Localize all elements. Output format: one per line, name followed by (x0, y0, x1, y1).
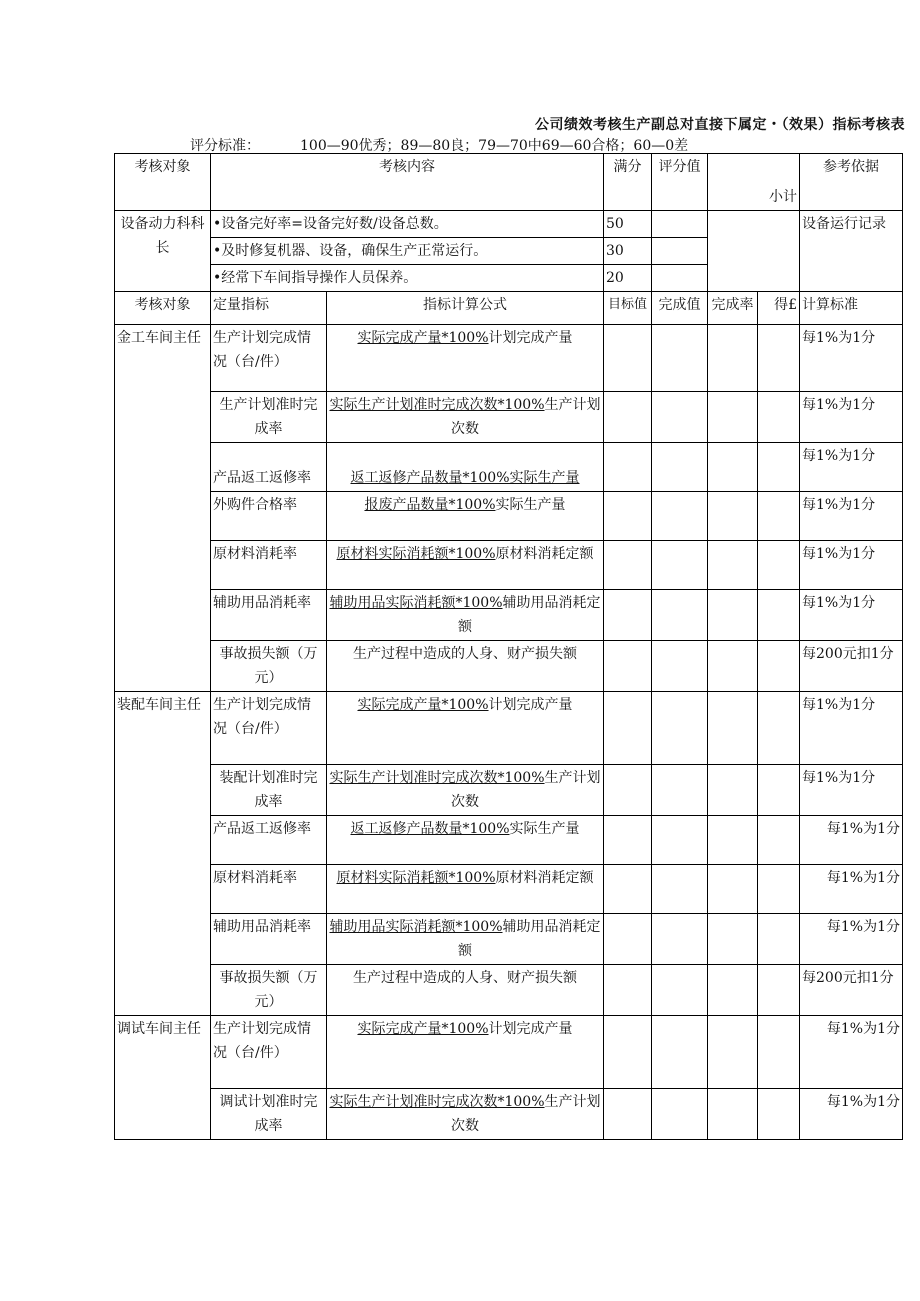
target-cell[interactable] (604, 541, 652, 590)
indicator-name: 产品返工返修率 (211, 816, 327, 865)
target-cell[interactable] (604, 590, 652, 641)
formula-underlined: 辅助用品实际消耗额*100% (329, 595, 503, 611)
equipment-score-cell[interactable] (652, 211, 708, 238)
score-cell[interactable] (758, 692, 800, 765)
rate-cell[interactable] (708, 392, 758, 443)
formula-rest: 实际生产量 (495, 497, 566, 513)
actual-cell[interactable] (652, 325, 708, 392)
actual-cell[interactable] (652, 641, 708, 692)
header-score: 评分值 (652, 154, 708, 211)
header-basis: 参考依据 (800, 154, 903, 211)
indicator-name: 产品返工返修率 (211, 443, 327, 492)
equipment-score-cell[interactable] (652, 265, 708, 292)
calc-criteria: 每1%为1分 (800, 443, 903, 492)
formula-rest: 原材料消耗定额 (495, 546, 594, 562)
rate-cell[interactable] (708, 590, 758, 641)
equipment-full-score: 20 (604, 265, 652, 292)
equipment-content: •经常下车间指导操作人员保养。 (211, 265, 604, 292)
calc-criteria: 每1%为1分 (800, 765, 903, 816)
calc-criteria: 每1%为1分 (800, 590, 903, 641)
header2-target: 目标值 (604, 292, 652, 325)
header-object: 考核对象 (115, 154, 211, 211)
actual-cell[interactable] (652, 392, 708, 443)
header-content: 考核内容 (211, 154, 604, 211)
equipment-full-score: 50 (604, 211, 652, 238)
target-cell[interactable] (604, 1016, 652, 1089)
indicator-row (115, 865, 903, 914)
indicator-row (115, 1089, 903, 1140)
indicator-row (115, 641, 903, 692)
indicator-row (115, 541, 903, 590)
score-cell[interactable] (758, 443, 800, 492)
calc-criteria: 每1%为1分 (800, 816, 903, 865)
formula-underlined: 实际生产计划准时完成次数*100% (329, 397, 545, 413)
target-cell[interactable] (604, 641, 652, 692)
rate-cell[interactable] (708, 816, 758, 865)
actual-cell[interactable] (652, 816, 708, 865)
formula-underlined: 报废产品数量*100% (364, 497, 496, 513)
indicator-formula (327, 492, 604, 541)
formula-rest: 实际生产量 (509, 821, 580, 837)
assessment-table (114, 153, 903, 1140)
indicator-row (115, 492, 903, 541)
calc-criteria: 每1%为1分 (800, 692, 903, 765)
score-cell[interactable] (758, 392, 800, 443)
score-cell[interactable] (758, 865, 800, 914)
indicator-name: 事故损失额（万元） (211, 641, 327, 692)
header2-indicator: 定量指标 (211, 292, 327, 325)
target-cell[interactable] (604, 865, 652, 914)
score-cell[interactable] (758, 325, 800, 392)
indicator-formula (327, 692, 604, 765)
formula-underlined: 实际完成产量*100% (357, 330, 489, 346)
score-cell[interactable] (758, 641, 800, 692)
indicator-formula (327, 541, 604, 590)
score-cell[interactable] (758, 541, 800, 590)
score-cell[interactable] (758, 1016, 800, 1089)
indicator-formula (327, 641, 604, 692)
indicator-name: 外购件合格率 (211, 492, 327, 541)
formula-rest: 生产过程中造成的人身、财产损失额 (353, 646, 577, 662)
actual-cell[interactable] (652, 1016, 708, 1089)
calc-criteria: 每1%为1分 (800, 1016, 903, 1089)
header2-formula: 指标计算公式 (327, 292, 604, 325)
score-cell[interactable] (758, 965, 800, 1016)
indicator-name: 生产计划完成情况（台/件） (211, 325, 327, 392)
target-cell[interactable] (604, 492, 652, 541)
indicator-row (115, 1016, 903, 1089)
calc-criteria: 每1%为1分 (800, 914, 903, 965)
formula-underlined: 实际完成产量*100% (357, 697, 489, 713)
indicator-formula (327, 1016, 604, 1089)
target-cell[interactable] (604, 325, 652, 392)
calc-criteria: 每1%为1分 (800, 325, 903, 392)
formula-rest: 计划完成产量 (488, 1021, 573, 1037)
header2-criteria: 计算标准 (800, 292, 903, 325)
header2-actual: 完成值 (652, 292, 708, 325)
indicator-name: 原材料消耗率 (211, 865, 327, 914)
formula-rest: 辅助用品消耗定额 (458, 595, 601, 635)
indicator-name: 装配计划准时完成率 (211, 765, 327, 816)
formula-rest: 计划完成产量 (488, 330, 573, 346)
equipment-object: 设备动力科科长 (115, 211, 211, 292)
indicator-formula (327, 865, 604, 914)
indicator-row (115, 392, 903, 443)
formula-underlined: 原材料实际消耗额*100% (336, 870, 496, 886)
equipment-score-cell[interactable] (652, 238, 708, 265)
formula-rest: 生产计划次数 (451, 397, 601, 437)
scoring-standard-label: 评分标准： (190, 138, 260, 154)
score-cell[interactable] (758, 492, 800, 541)
indicator-name: 辅助用品消耗率 (211, 590, 327, 641)
indicator-row (115, 965, 903, 1016)
formula-rest: 生产计划次数 (451, 1094, 601, 1134)
target-cell[interactable] (604, 765, 652, 816)
score-cell[interactable] (758, 1089, 800, 1140)
calc-criteria: 每200元扣1分 (800, 965, 903, 1016)
indicator-row (115, 692, 903, 765)
target-cell[interactable] (604, 443, 652, 492)
group-section-1 (115, 692, 903, 1016)
rate-cell[interactable] (708, 443, 758, 492)
rate-cell[interactable] (708, 692, 758, 765)
actual-cell[interactable] (652, 590, 708, 641)
header2-object: 考核对象 (115, 292, 211, 325)
rate-cell[interactable] (708, 1016, 758, 1089)
formula-rest: 生产计划次数 (451, 770, 601, 810)
actual-cell[interactable] (652, 443, 708, 492)
indicator-name: 生产计划准时完成率 (211, 392, 327, 443)
actual-cell[interactable] (652, 492, 708, 541)
actual-cell[interactable] (652, 765, 708, 816)
scoring-standard (190, 135, 688, 155)
calc-criteria: 每200元扣1分 (800, 641, 903, 692)
formula-rest: 原材料消耗定额 (495, 870, 594, 886)
indicator-formula (327, 965, 604, 1016)
score-cell[interactable] (758, 816, 800, 865)
equipment-full-score: 30 (604, 238, 652, 265)
indicator-name: 生产计划完成情况（台/件） (211, 1016, 327, 1089)
header-subtotal: 小计 (708, 154, 800, 211)
calc-criteria: 每1%为1分 (800, 541, 903, 590)
target-cell[interactable] (604, 1089, 652, 1140)
calc-criteria: 每1%为1分 (800, 1089, 903, 1140)
formula-rest: 生产过程中造成的人身、财产损失额 (353, 970, 577, 986)
rate-cell[interactable] (708, 325, 758, 392)
indicator-formula (327, 914, 604, 965)
score-cell[interactable] (758, 765, 800, 816)
rate-cell[interactable] (708, 914, 758, 965)
indicator-name: 辅助用品消耗率 (211, 914, 327, 965)
actual-cell[interactable] (652, 1089, 708, 1140)
indicator-formula (327, 1089, 604, 1140)
equipment-content: •及时修复机器、设备，确保生产正常运行。 (211, 238, 604, 265)
group-object: 调试车间主任 (115, 1016, 211, 1140)
equipment-row (115, 211, 903, 238)
rate-cell[interactable] (708, 541, 758, 590)
target-cell[interactable] (604, 392, 652, 443)
formula-underlined: 返工返修产品数量*100%实际生产量 (350, 470, 580, 486)
header-row-quantitative (115, 292, 903, 325)
group-object: 金工车间主任 (115, 325, 211, 692)
indicator-row (115, 443, 903, 492)
indicator-name: 事故损失额（万元） (211, 965, 327, 1016)
rate-cell[interactable] (708, 865, 758, 914)
header2-rate: 完成率 (708, 292, 758, 325)
header-full-score: 满分 (604, 154, 652, 211)
target-cell[interactable] (604, 816, 652, 865)
rate-cell[interactable] (708, 965, 758, 1016)
actual-cell[interactable] (652, 965, 708, 1016)
indicator-name: 生产计划完成情况（台/件） (211, 692, 327, 765)
rate-cell[interactable] (708, 1089, 758, 1140)
score-cell[interactable] (758, 590, 800, 641)
formula-underlined: 实际生产计划准时完成次数*100% (329, 1094, 545, 1110)
indicator-row (115, 590, 903, 641)
equipment-basis: 设备运行记录 (800, 211, 903, 292)
target-cell[interactable] (604, 965, 652, 1016)
indicator-row (115, 914, 903, 965)
group-object: 装配车间主任 (115, 692, 211, 1016)
actual-cell[interactable] (652, 692, 708, 765)
rate-cell[interactable] (708, 765, 758, 816)
indicator-row (115, 816, 903, 865)
formula-underlined: 实际生产计划准时完成次数*100% (329, 770, 545, 786)
score-cell[interactable] (758, 914, 800, 965)
indicator-formula (327, 443, 604, 492)
calc-criteria: 每1%为1分 (800, 492, 903, 541)
actual-cell[interactable] (652, 541, 708, 590)
formula-underlined: 辅助用品实际消耗额*100% (329, 919, 503, 935)
target-cell[interactable] (604, 692, 652, 765)
header2-score: 得£ (758, 292, 800, 325)
group-section-2 (115, 1016, 903, 1140)
indicator-formula (327, 590, 604, 641)
target-cell[interactable] (604, 914, 652, 965)
formula-rest: 辅助用品消耗定额 (458, 919, 601, 959)
formula-underlined: 原材料实际消耗额*100% (336, 546, 496, 562)
indicator-formula (327, 325, 604, 392)
indicator-name: 原材料消耗率 (211, 541, 327, 590)
document-title: 公司绩效考核生产副总对直接下属定・（效果）指标考核表 (535, 117, 905, 133)
actual-cell[interactable] (652, 865, 708, 914)
rate-cell[interactable] (708, 492, 758, 541)
formula-underlined: 实际完成产量*100% (357, 1021, 489, 1037)
indicator-row (115, 765, 903, 816)
indicator-row (115, 325, 903, 392)
formula-rest: 计划完成产量 (488, 697, 573, 713)
calc-criteria: 每1%为1分 (800, 865, 903, 914)
calc-criteria: 每1%为1分 (800, 392, 903, 443)
indicator-formula (327, 765, 604, 816)
indicator-formula (327, 392, 604, 443)
header-row-content (115, 154, 903, 211)
group-section-0 (115, 325, 903, 692)
equipment-subtotal-cell[interactable] (708, 211, 800, 292)
indicator-formula (327, 816, 604, 865)
formula-underlined: 返工返修产品数量*100% (350, 821, 510, 837)
actual-cell[interactable] (652, 914, 708, 965)
rate-cell[interactable] (708, 641, 758, 692)
scoring-standard-text: 100—90优秀；89—80良；79—70中69—60合格；60—0差 (300, 138, 689, 154)
equipment-content: •设备完好率=设备完好数/设备总数。 (211, 211, 604, 238)
indicator-name: 调试计划准时完成率 (211, 1089, 327, 1140)
